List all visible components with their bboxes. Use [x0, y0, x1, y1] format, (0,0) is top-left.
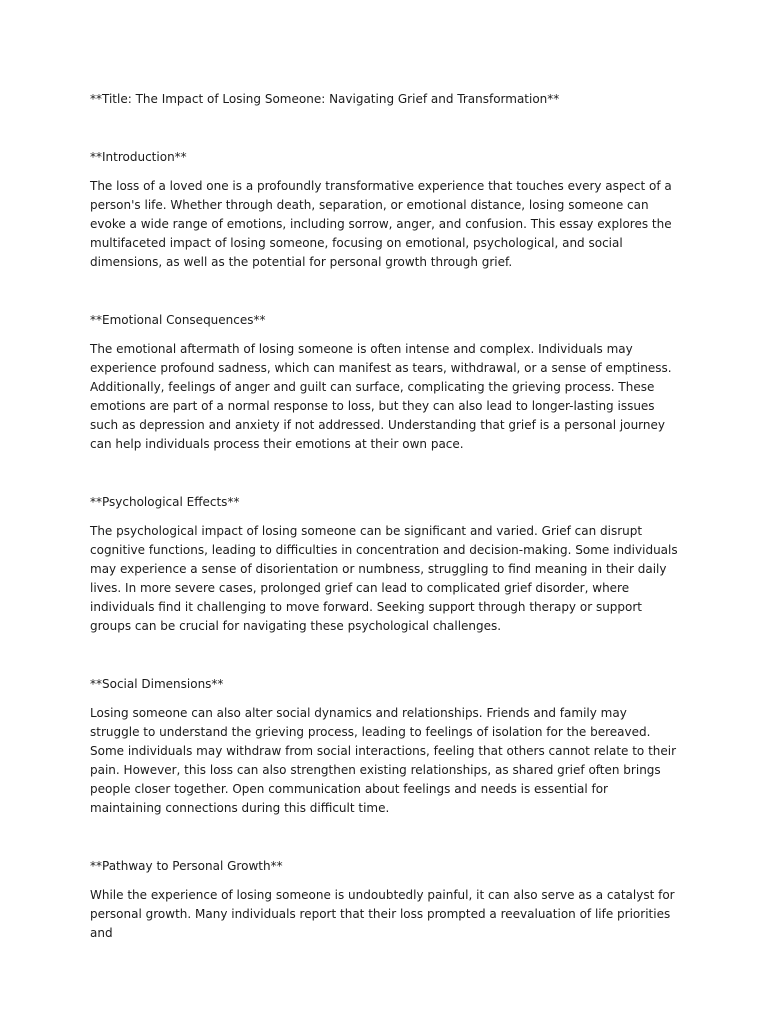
section-heading-personal-growth: **Pathway to Personal Growth**	[90, 859, 283, 873]
section-heading-social-dimensions: **Social Dimensions**	[90, 677, 224, 691]
section-heading-psychological-effects: **Psychological Effects**	[90, 495, 240, 509]
document-content	[90, 90, 680, 982]
section-body-emotional-consequences: The emotional aftermath of losing someone is often intense and complex. Individuals may experience profound sadness, which can manifest as tears, withdrawal, or a sense of emptiness. Additionally, feelings of anger and guilt can surface, complicating the grieving process. These emotions are part of a normal response to loss, but they can also lead to longer-lasting issues such as depression and anxiety if not addressed. Understanding that grief is a personal journey can help individuals process their emotions at their own pace.	[90, 342, 672, 451]
section-heading-emotional-consequences: **Emotional Consequences**	[90, 313, 266, 327]
section-body-introduction: The loss of a loved one is a profoundly transformative experience that touches every aspect of a person's life. Whether through death, separation, or emotional distance, losing someone can evoke a wide range of emotions, including sorrow, anger, and confusion. This essay explores the multifaceted impact of losing someone, focusing on emotional, psychological, and social dimensions, as well as the potential for personal growth through grief.	[90, 179, 672, 269]
section-body-social-dimensions: Losing someone can also alter social dynamics and relationships. Friends and family may struggle to understand the grieving process, leading to feelings of isolation for the bereaved. Some individuals may withdraw from social interactions, feeling that others cannot relate to their pain. However, this loss can also strengthen existing relationships, as shared grief often brings people closer together. Open communication about feelings and needs is essential for maintaining connections during this difficult time.	[90, 706, 677, 815]
document-title: **Title: The Impact of Losing Someone: Navigating Grief and Transformation**	[90, 92, 560, 106]
section-body-psychological-effects: The psychological impact of losing someone can be significant and varied. Grief can disrupt cognitive functions, leading to difficulties in concentration and decision-making. Some individuals may experience a sense of disorientation or numbness, struggling to find meaning in their daily lives. In more severe cases, prolonged grief can lead to complicated grief disorder, where individuals find it challenging to move forward. Seeking support through therapy or support groups can be crucial for navigating these psychological challenges.	[90, 524, 678, 633]
section-body-personal-growth: While the experience of losing someone is undoubtedly painful, it can also serve as a catalyst for personal growth. Many individuals report that their loss prompted a reevaluation of life priorities and	[90, 888, 675, 940]
section-heading-introduction: **Introduction**	[90, 150, 187, 164]
